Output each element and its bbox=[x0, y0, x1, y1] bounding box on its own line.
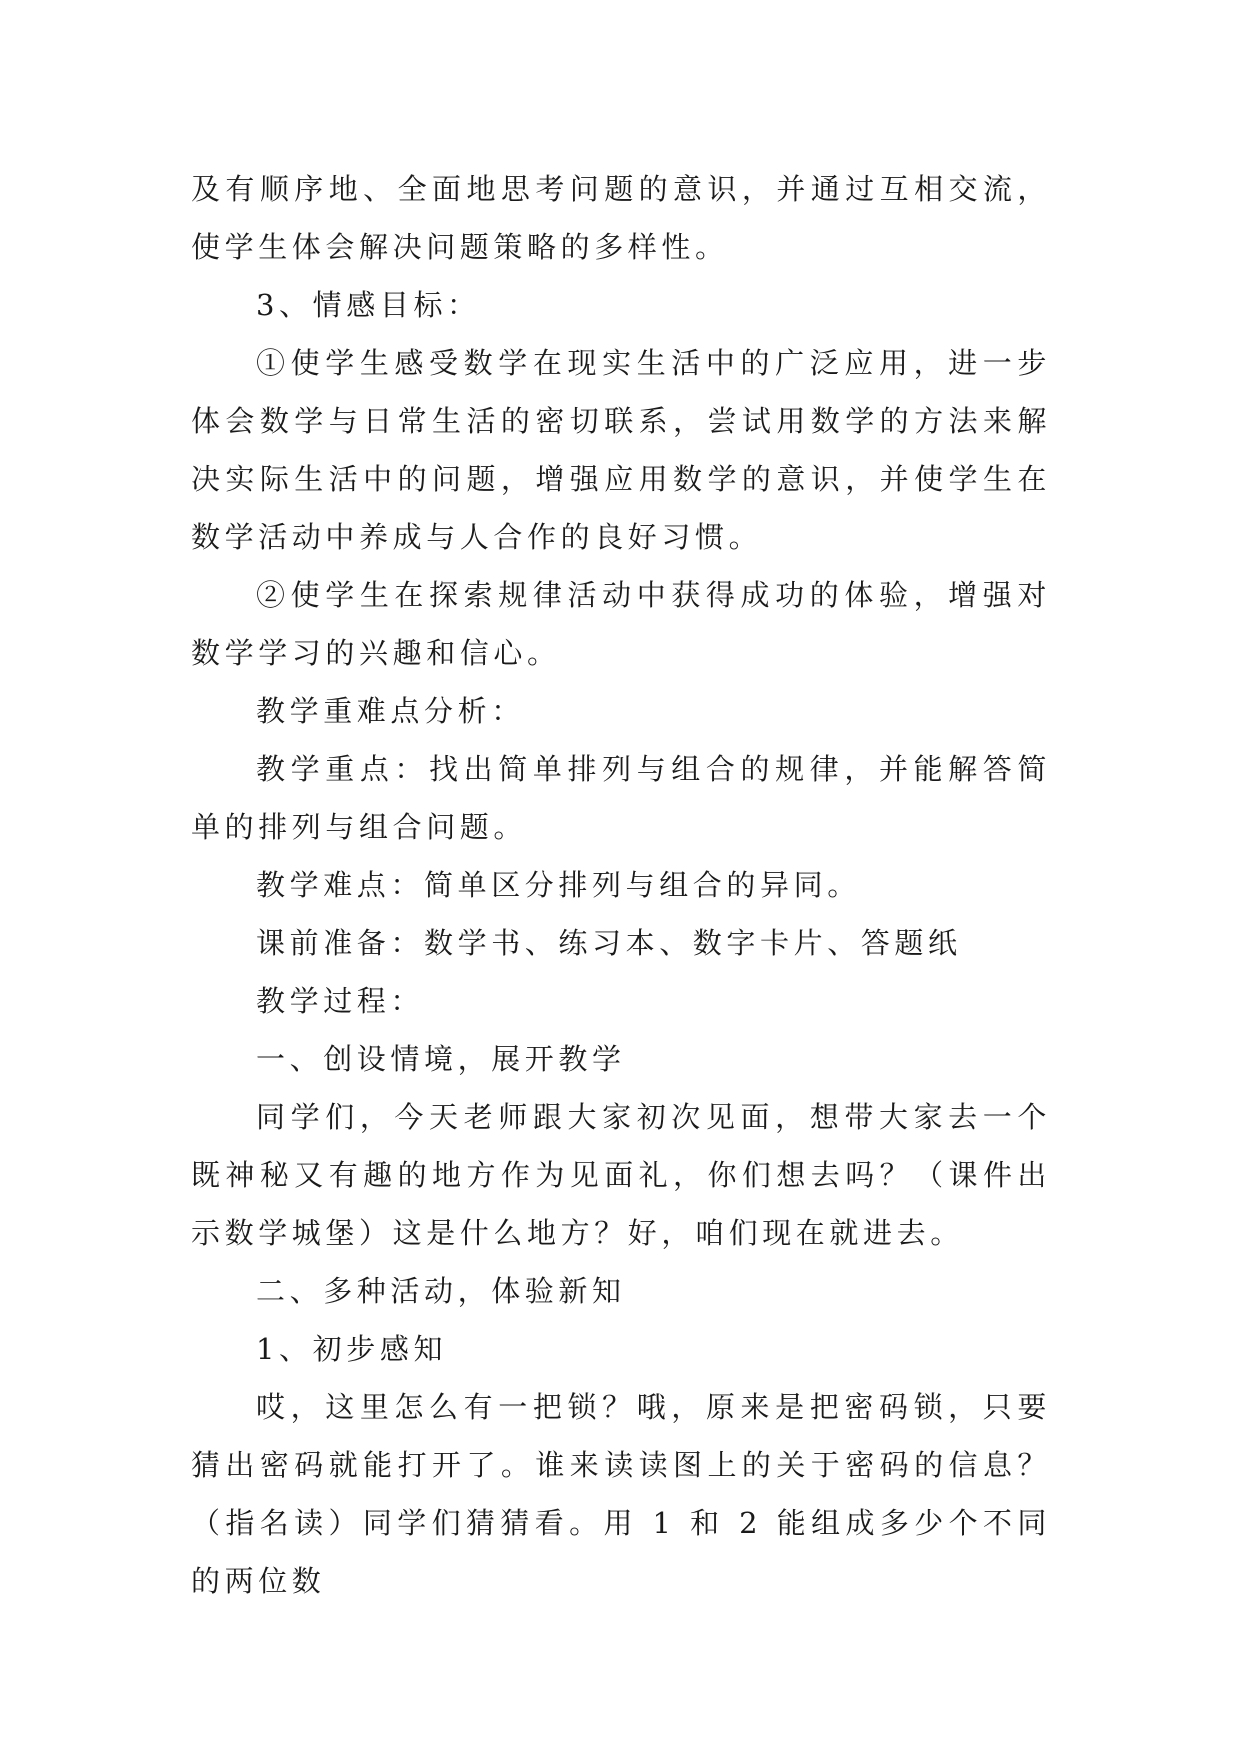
paragraph-goal-1: ①使学生感受数学在现实生活中的广泛应用，进一步体会数学与日常生活的密切联系，尝试用数学的方法来解决实际生活中的问题，增强应用数学的意识，并使学生在数学活动中养成与人合作的良好习惯。 bbox=[191, 346, 1051, 554]
paragraph-intro: 同学们，今天老师跟大家初次见面，想带大家去一个既神秘又有趣的地方作为见面礼，你们想去吗？（课件出示数学城堡）这是什么地方？好，咱们现在就进去。 bbox=[191, 1100, 1051, 1250]
paragraph-key-points: 教学重点：找出简单排列与组合的规律，并能解答简单的排列与组合问题。 bbox=[191, 752, 1051, 844]
document-body bbox=[191, 160, 1051, 1610]
heading-emotional-goals: 3、情感目标： bbox=[256, 288, 481, 322]
heading-section-2: 二、多种活动，体验新知 bbox=[256, 1274, 626, 1308]
heading-key-difficulties: 教学重难点分析： bbox=[256, 694, 525, 728]
paragraph-preparation: 课前准备：数学书、练习本、数字卡片、答题纸 bbox=[256, 926, 962, 960]
paragraph-lock: 哎，这里怎么有一把锁？哦，原来是把密码锁，只要猜出密码就能打开了。谁来读读图上的关于密码的信息？（指名读）同学们猜猜看。用 1 和 2 能组成多少个不同的两位数 bbox=[191, 1390, 1051, 1598]
paragraph-goal-2: ②使学生在探索规律活动中获得成功的体验，增强对数学学习的兴趣和信心。 bbox=[191, 578, 1051, 670]
heading-teaching-process: 教学过程： bbox=[256, 984, 425, 1018]
heading-section-1: 一、创设情境，展开教学 bbox=[256, 1042, 626, 1076]
paragraph-continuation: 及有顺序地、全面地思考问题的意识，并通过互相交流，使学生体会解决问题策略的多样性。 bbox=[191, 172, 1051, 264]
heading-subsection-1: 1、初步感知 bbox=[256, 1332, 448, 1366]
paragraph-difficulties: 教学难点：简单区分排列与组合的异同。 bbox=[256, 868, 861, 902]
